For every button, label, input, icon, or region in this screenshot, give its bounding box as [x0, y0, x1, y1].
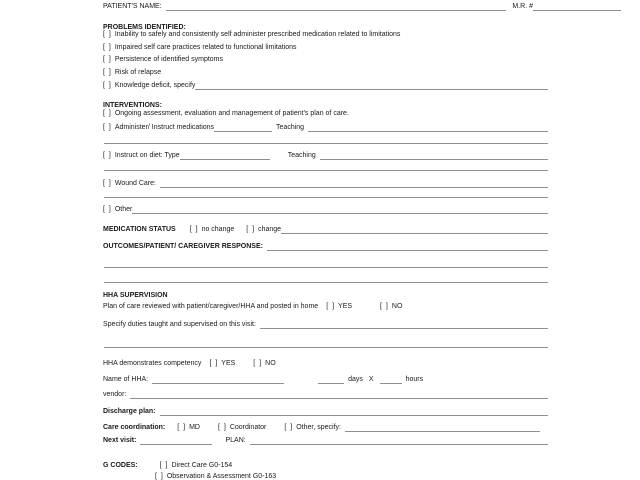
- no-label: NO: [391, 303, 403, 310]
- mr-number-field[interactable]: [533, 3, 621, 11]
- checkbox-icon[interactable]: [ ]: [217, 424, 227, 431]
- medication-status-row: [103, 226, 548, 234]
- vendor-row: [103, 391, 548, 399]
- hours-label: hours: [405, 376, 424, 383]
- outcomes-heading: OUTCOMES/PATIENT/ CAREGIVER RESPONSE:: [103, 243, 263, 250]
- no-label: NO: [265, 360, 276, 367]
- no-change-label: no change: [201, 226, 235, 233]
- mr-number-label: M.R. #: [512, 3, 533, 10]
- checkbox-icon[interactable]: [ ]: [380, 303, 389, 310]
- other-intervention-label: Other: [114, 206, 133, 213]
- next-visit-field[interactable]: [140, 437, 212, 445]
- yes-label: YES: [221, 360, 236, 367]
- plan-reviewed-row: [103, 303, 548, 311]
- checkbox-icon[interactable]: [ ]: [103, 110, 112, 117]
- hours-field[interactable]: [380, 376, 402, 384]
- specify-duties-label: Specify duties taught and supervised on this visit:: [103, 321, 256, 328]
- checkbox-icon[interactable]: [ ]: [103, 124, 112, 131]
- interventions-heading: [103, 102, 548, 110]
- teaching-label: Teaching: [276, 124, 305, 131]
- problem-item-label: Inability to safely and consistently self administer prescribed medication related to limitations: [114, 31, 401, 38]
- change-label: change: [258, 226, 282, 233]
- checkbox-icon[interactable]: [ ]: [159, 462, 169, 469]
- problem-item-label: Risk of relapse: [114, 69, 162, 76]
- g-code-item-label: Observation & Assessment G0-163: [166, 473, 277, 480]
- medications-field[interactable]: [214, 124, 272, 132]
- g-codes-row: [103, 462, 548, 470]
- checkbox-icon[interactable]: [ ]: [177, 424, 187, 431]
- x-label: X: [368, 376, 374, 383]
- checkbox-icon[interactable]: [ ]: [155, 473, 164, 480]
- md-label: MD: [189, 424, 200, 431]
- problem-item-row: [103, 56, 548, 64]
- next-visit-label: Next visit:: [103, 437, 137, 444]
- outcomes-field[interactable]: [267, 243, 548, 251]
- administer-medications-row: [103, 124, 548, 132]
- other-intervention-field[interactable]: [132, 206, 548, 214]
- hha-supervision-heading: [103, 292, 548, 300]
- care-coordination-heading: Care coordination:: [103, 424, 166, 431]
- divider: [104, 170, 548, 171]
- outcomes-row: [103, 243, 548, 251]
- diet-teaching-field[interactable]: [320, 152, 548, 160]
- instruct-diet-label: Instruct on diet: Type: [114, 152, 180, 159]
- checkbox-icon[interactable]: [ ]: [103, 152, 112, 159]
- name-of-hha-label: Name of HHA:: [103, 376, 149, 383]
- divider: [104, 143, 548, 144]
- problem-item-row: [103, 44, 548, 52]
- divider: [104, 282, 548, 283]
- wound-care-field[interactable]: [160, 180, 548, 188]
- plan-label: PLAN:: [225, 437, 246, 444]
- ongoing-assessment-label: Ongoing assessment, evaluation and management of patient's plan of care.: [114, 110, 349, 117]
- checkbox-icon[interactable]: [ ]: [284, 424, 294, 431]
- diet-type-field[interactable]: [180, 152, 270, 160]
- other-specify-field[interactable]: [345, 424, 540, 432]
- competency-row: [103, 360, 548, 368]
- plan-reviewed-label: Plan of care reviewed with patient/caregiver/HHA and posted in home: [103, 303, 319, 310]
- divider: [104, 267, 548, 268]
- vendor-field[interactable]: [130, 391, 548, 399]
- knowledge-deficit-field[interactable]: [195, 82, 548, 90]
- g-code-item-label: Direct Care G0-154: [171, 462, 233, 469]
- g-codes-heading: G CODES:: [103, 462, 138, 469]
- yes-label: YES: [338, 303, 353, 310]
- checkbox-icon[interactable]: [ ]: [189, 226, 199, 233]
- wound-care-row: [103, 180, 548, 188]
- coordinator-label: Coordinator: [229, 424, 267, 431]
- next-visit-row: [103, 437, 548, 445]
- name-of-hha-field[interactable]: [152, 376, 284, 384]
- instruct-diet-row: [103, 152, 548, 160]
- checkbox-icon[interactable]: [ ]: [103, 206, 112, 213]
- wound-care-label: Wound Care:: [114, 180, 156, 187]
- care-coordination-row: [103, 424, 540, 432]
- ongoing-assessment-row: [103, 110, 548, 118]
- checkbox-icon[interactable]: [ ]: [103, 69, 112, 76]
- competency-label: HHA demonstrates competency: [103, 360, 202, 367]
- days-field[interactable]: [318, 376, 344, 384]
- days-label: days: [348, 376, 363, 383]
- problem-item-label: Persistence of identified symptoms: [114, 56, 224, 63]
- checkbox-icon[interactable]: [ ]: [103, 180, 112, 187]
- specify-duties-row: [103, 321, 548, 329]
- other-intervention-row: [103, 206, 548, 214]
- problem-item-label: Knowledge deficit, specify: [114, 82, 196, 89]
- divider: [104, 347, 548, 348]
- problem-item-label: Impaired self care practices related to functional limitations: [114, 44, 297, 51]
- teaching-label: Teaching: [287, 152, 316, 159]
- checkbox-icon[interactable]: [ ]: [246, 226, 256, 233]
- name-of-hha-row: [103, 376, 548, 384]
- problem-item-row: [103, 82, 548, 90]
- vendor-label: vendor:: [103, 391, 127, 398]
- checkbox-icon[interactable]: [ ]: [253, 360, 263, 367]
- checkbox-icon[interactable]: [ ]: [209, 360, 219, 367]
- g-code-item-row: [155, 473, 548, 480]
- checkbox-icon[interactable]: [ ]: [103, 56, 112, 63]
- hha-supervision-heading-label: HHA SUPERVISION: [103, 292, 168, 299]
- checkbox-icon[interactable]: [ ]: [103, 82, 112, 89]
- discharge-plan-label: Discharge plan:: [103, 408, 156, 415]
- other-specify-label: Other, specify:: [296, 424, 341, 431]
- interventions-heading-label: INTERVENTIONS:: [103, 102, 162, 109]
- patient-name-row: [103, 3, 548, 11]
- change-field[interactable]: [281, 226, 548, 234]
- patient-name-label: PATIENT'S NAME:: [103, 3, 162, 10]
- problems-heading-label: PROBLEMS IDENTIFIED:: [103, 24, 186, 31]
- plan-field[interactable]: [250, 437, 548, 445]
- discharge-plan-row: [103, 408, 548, 416]
- medication-status-heading: MEDICATION STATUS: [103, 226, 176, 233]
- teaching-field[interactable]: [308, 124, 548, 132]
- problem-item-row: [103, 31, 548, 39]
- checkbox-icon[interactable]: [ ]: [326, 303, 336, 310]
- administer-medications-label: Administer/ Instruct medications: [114, 124, 215, 131]
- checkbox-icon[interactable]: [ ]: [103, 31, 112, 38]
- discharge-plan-field[interactable]: [160, 408, 548, 416]
- checkbox-icon[interactable]: [ ]: [103, 44, 112, 51]
- specify-duties-field[interactable]: [260, 321, 548, 329]
- patient-name-field[interactable]: [166, 3, 507, 11]
- problem-item-row: [103, 69, 548, 77]
- divider: [104, 197, 548, 198]
